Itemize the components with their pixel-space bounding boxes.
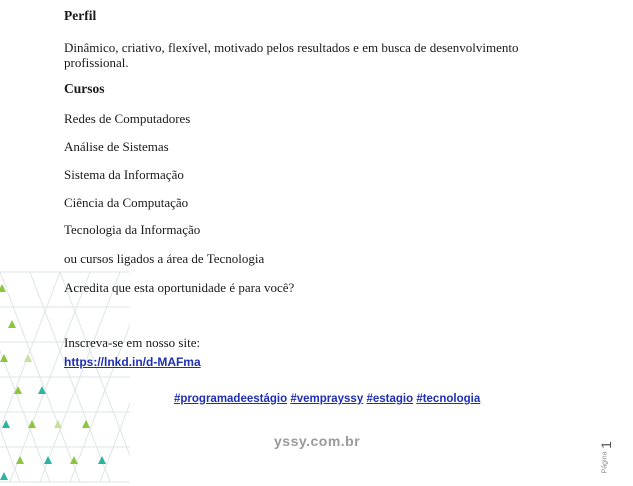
profile-heading: Perfil	[64, 8, 97, 23]
signup-text: Inscreva-se em nosso site:	[64, 335, 201, 350]
triangle-pattern-decoration	[0, 262, 130, 486]
profile-text: Dinâmico, criativo, flexível, motivado pelos resultados e em busca de desenvolvimento profissional.	[64, 40, 519, 70]
hashtag-link[interactable]: #programadeestágio	[174, 393, 288, 405]
course-item: Ciência da Computação	[64, 195, 189, 210]
courses-heading: Cursos	[64, 81, 105, 96]
hashtag-link[interactable]: #vemprayssy	[290, 393, 364, 405]
page-number: 1	[597, 441, 614, 449]
signup-link[interactable]: https://lnkd.in/d-MAFma	[64, 355, 201, 369]
hashtag-link[interactable]: #tecnologia	[416, 393, 481, 405]
course-item: Redes de Computadores	[64, 111, 191, 126]
footer-logo: yssy.com.br	[274, 433, 361, 449]
page-number-label	[597, 441, 622, 481]
hashtag-link[interactable]: #estagio	[366, 393, 414, 405]
course-item: ou cursos ligados a área de Tecnologia	[64, 251, 265, 266]
course-item: Análise de Sistemas	[64, 139, 169, 154]
opportunity-question: Acredita que esta oportunidade é para você?	[64, 280, 295, 295]
page-word: Página	[601, 451, 609, 474]
course-item: Sistema da Informação	[64, 167, 184, 182]
course-item: Tecnologia da Informação	[64, 222, 201, 237]
hashtags-line	[174, 392, 480, 406]
